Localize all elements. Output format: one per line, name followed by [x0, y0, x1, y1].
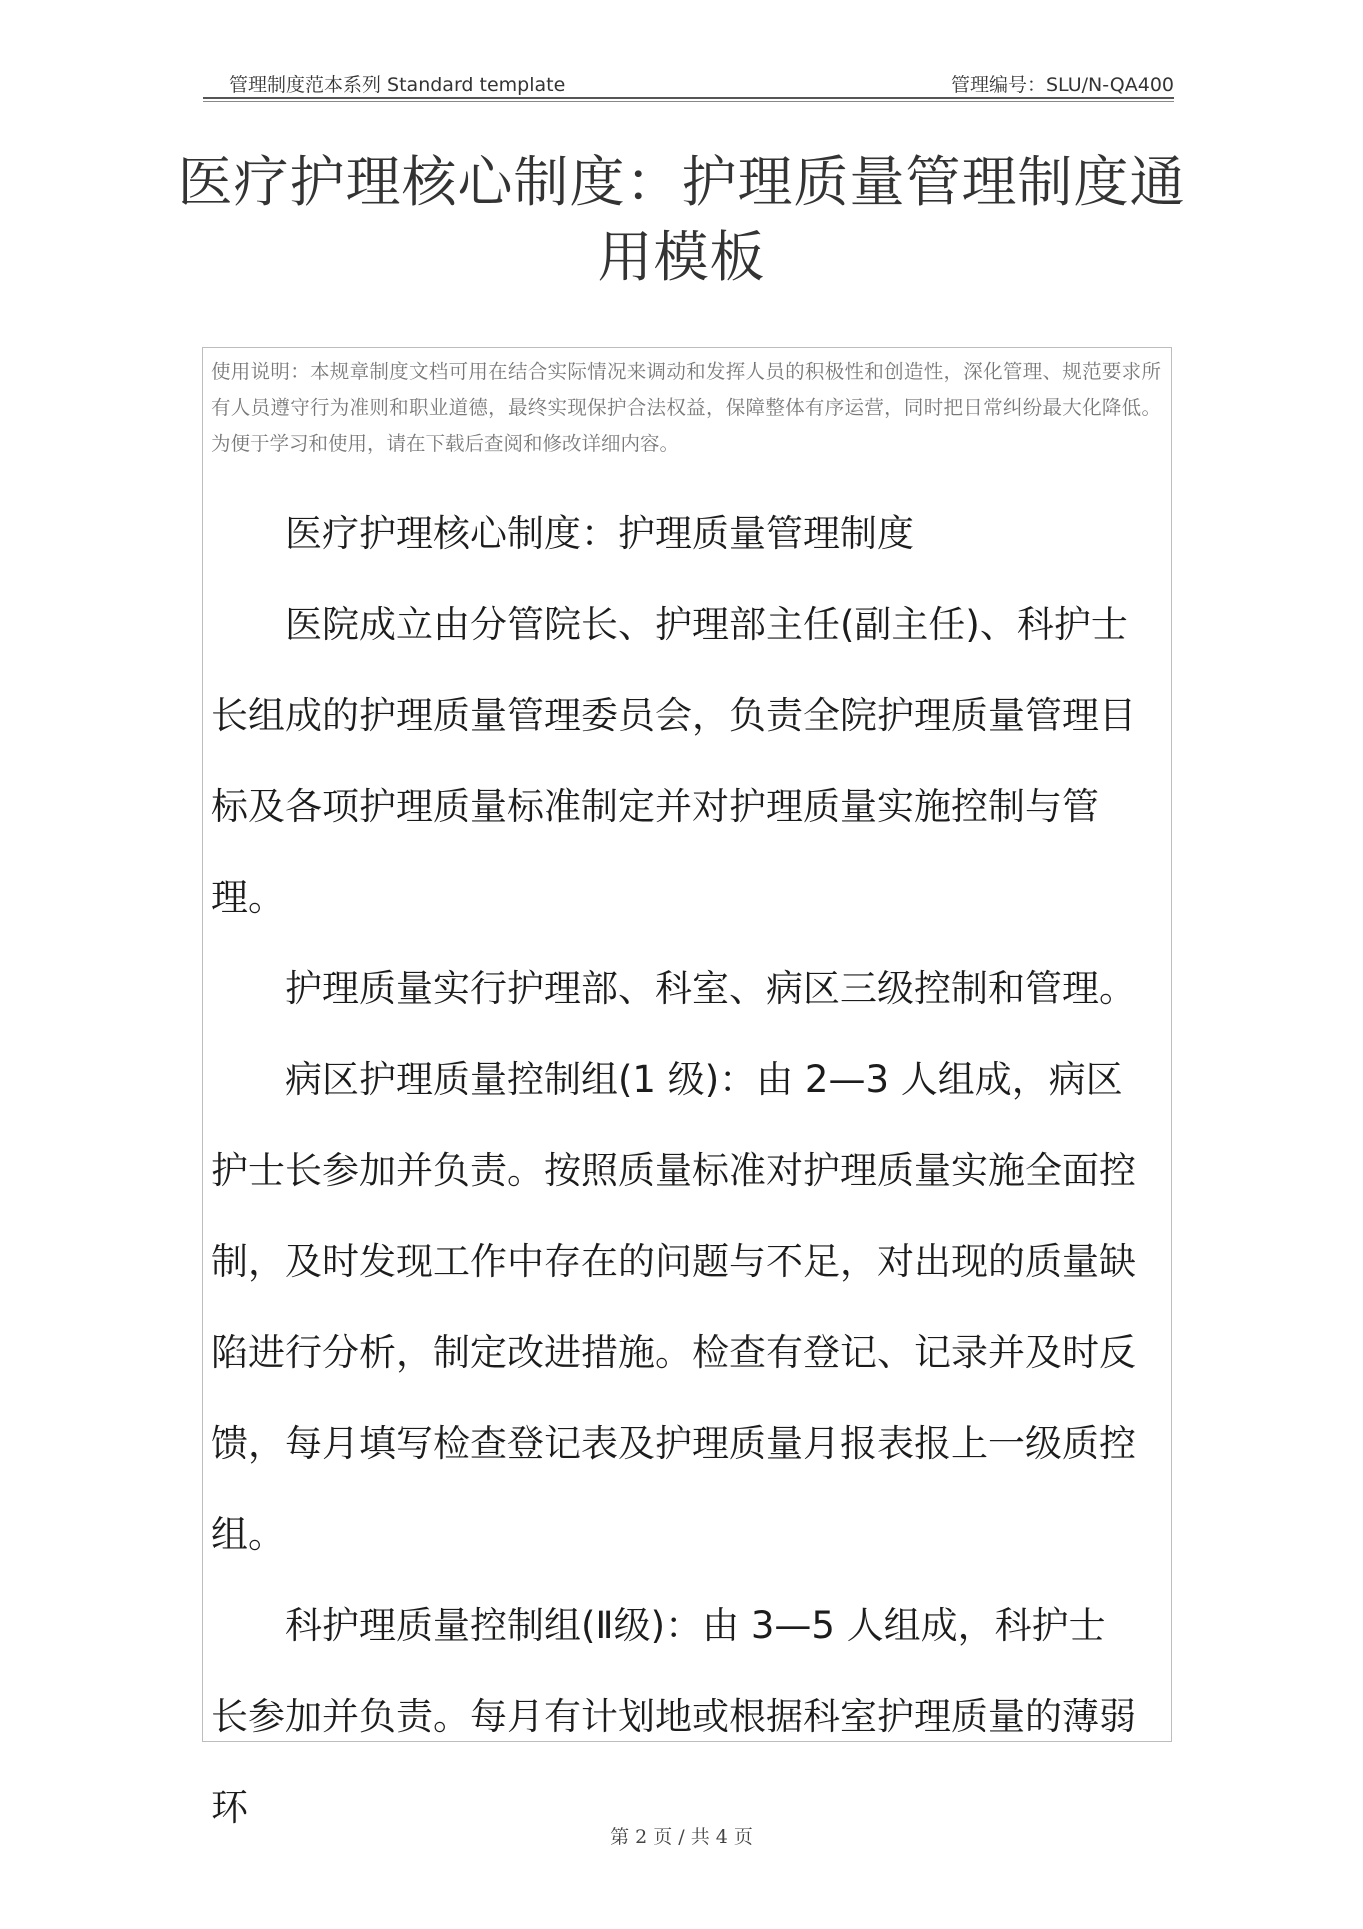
- body-paragraph: 科护理质量控制组(Ⅱ级)：由 3—5 人组成，科护士长参加并负责。每月有计划地或根据科室护理质量的薄弱环: [211, 1604, 1136, 1829]
- content-frame: [202, 347, 1172, 1829]
- usage-note: 使用说明：本规章制度文档可用在结合实际情况来调动和发挥人员的积极性和创造性，深化管理、规范要求所有人员遵守行为准则和职业道德，最终实现保护合法权益，保障整体有序运营，同时把日常纠纷最大化降低。为便于学习和使用，请在下载后查阅和修改详细内容。: [211, 360, 1161, 455]
- document-title: 医疗护理核心制度：护理质量管理制度通用模板: [177, 150, 1186, 289]
- header-series-label: 管理制度范本系列 Standard template: [229, 74, 566, 96]
- body-paragraph: 病区护理质量控制组(1 级)：由 2—3 人组成，病区护士长参加并负责。按照质量标准对护理质量实施全面控制，及时发现工作中存在的问题与不足，对出现的质量缺陷进行分析，制定改进措施。检查有登记、记录并及时反馈，每月填写检查登记表及护理质量月报表报上一级质控组。: [211, 1058, 1136, 1556]
- document-body: [211, 488, 1141, 1853]
- header-divider: [203, 97, 1174, 99]
- page-indicator: 第 2 页 / 共 4 页: [610, 1826, 753, 1848]
- body-paragraph: 医院成立由分管院长、护理部主任(副主任)、科护士长组成的护理质量管理委员会，负责全院护理质量管理目标及各项护理质量标准制定并对护理质量实施控制与管理。: [211, 603, 1136, 919]
- page-header: [203, 70, 1174, 100]
- header-divider-thin: [203, 101, 1174, 102]
- header-document-number: 管理编号：SLU/N-QA400: [951, 74, 1174, 96]
- body-paragraph: 医疗护理核心制度：护理质量管理制度: [285, 512, 914, 555]
- body-paragraph: 护理质量实行护理部、科室、病区三级控制和管理。: [285, 967, 1136, 1010]
